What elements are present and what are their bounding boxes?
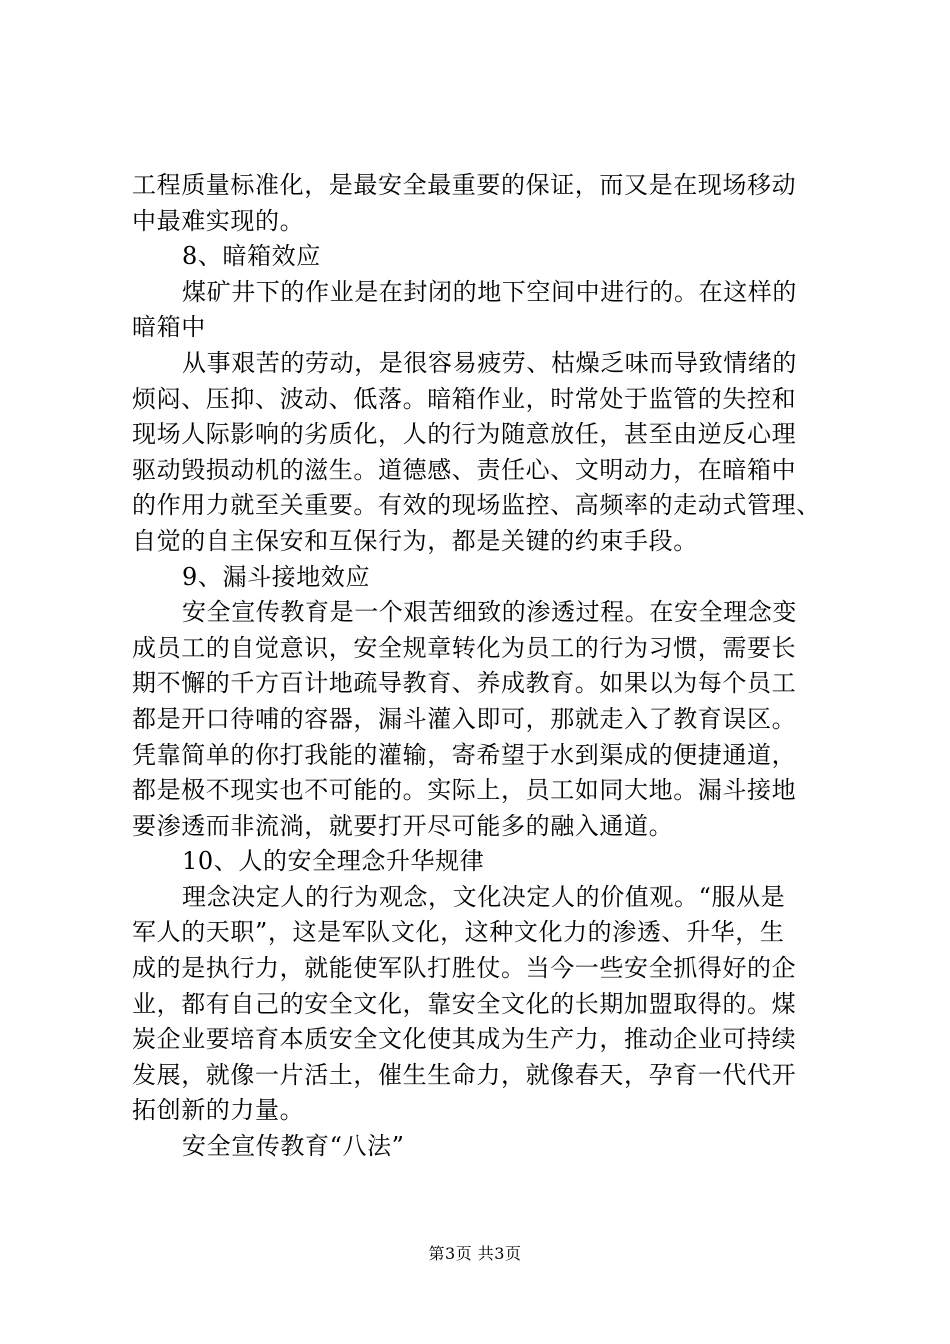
text-line: 都是开口待哺的容器，漏斗灌入即可，那就走入了教育误区。	[132, 704, 797, 733]
text-line: 安全宣传教育“八法”	[182, 1132, 405, 1161]
text-line: 8、暗箱效应	[182, 242, 321, 271]
text-line: 理念决定人的行为观念，文化决定人的价值观。“服从是	[182, 882, 786, 911]
page-footer	[0, 1244, 950, 1264]
text-line: 业，都有自己的安全文化，靠安全文化的长期加盟取得的。煤	[132, 989, 797, 1018]
text-line: 暗箱中	[132, 313, 206, 342]
page-number-label: 第3页 共3页	[428, 1244, 522, 1263]
text-line: 期不懈的千方百计地疏导教育、养成教育。如果以为每个员工	[132, 669, 797, 698]
text-line: 煤矿井下的作业是在封闭的地下空间中进行的。在这样的	[182, 277, 797, 306]
text-line: 要渗透而非流淌，就要打开尽可能多的融入通道。	[132, 811, 674, 840]
text-line: 从事艰苦的劳动，是很容易疲劳、枯燥乏味而导致情绪的	[182, 348, 797, 377]
text-line: 工程质量标准化，是最安全最重要的保证，而又是在现场移动	[132, 171, 797, 199]
text-line: 都是极不现实也不可能的。实际上，员工如同大地。漏斗接地	[132, 776, 797, 805]
text-line: 9、漏斗接地效应	[182, 562, 371, 591]
text-line: 安全宣传教育是一个艰苦细致的渗透过程。在安全理念变	[182, 598, 797, 627]
text-line: 拓创新的力量。	[132, 1096, 305, 1125]
text-line: 中最难实现的。	[132, 206, 305, 235]
document-body	[132, 168, 832, 1165]
text-line: 发展，就像一片活土，催生生命力，就像春天，孕育一代代开	[132, 1060, 797, 1089]
text-line: 烦闷、压抑、波动、低落。暗箱作业，时常处于监管的失控和	[132, 384, 797, 413]
text-line: 的作用力就至关重要。有效的现场监控、高频率的走动式管理、	[132, 491, 821, 520]
text-line: 军人的天职”，这是军队文化，这种文化力的渗透、升华，生	[132, 918, 785, 947]
text-line: 10、人的安全理念升华规律	[182, 847, 485, 876]
text-line: 自觉的自主保安和互保行为，都是关键的约束手段。	[132, 526, 698, 555]
text-line: 驱动毁损动机的滋生。道德感、责任心、文明动力，在暗箱中	[132, 455, 797, 484]
text-line: 炭企业要培育本质安全文化使其成为生产力，推动企业可持续	[132, 1025, 797, 1054]
text-line: 成员工的自觉意识，安全规章转化为员工的行为习惯，需要长	[132, 633, 797, 662]
text-line: 成的是执行力，就能使军队打胜仗。当今一些安全抓得好的企	[132, 954, 797, 983]
text-line: 现场人际影响的劣质化，人的行为随意放任，甚至由逆反心理	[132, 420, 797, 449]
text-line: 凭靠简单的你打我能的灌输，寄希望于水到渠成的便捷通道，	[132, 740, 797, 769]
